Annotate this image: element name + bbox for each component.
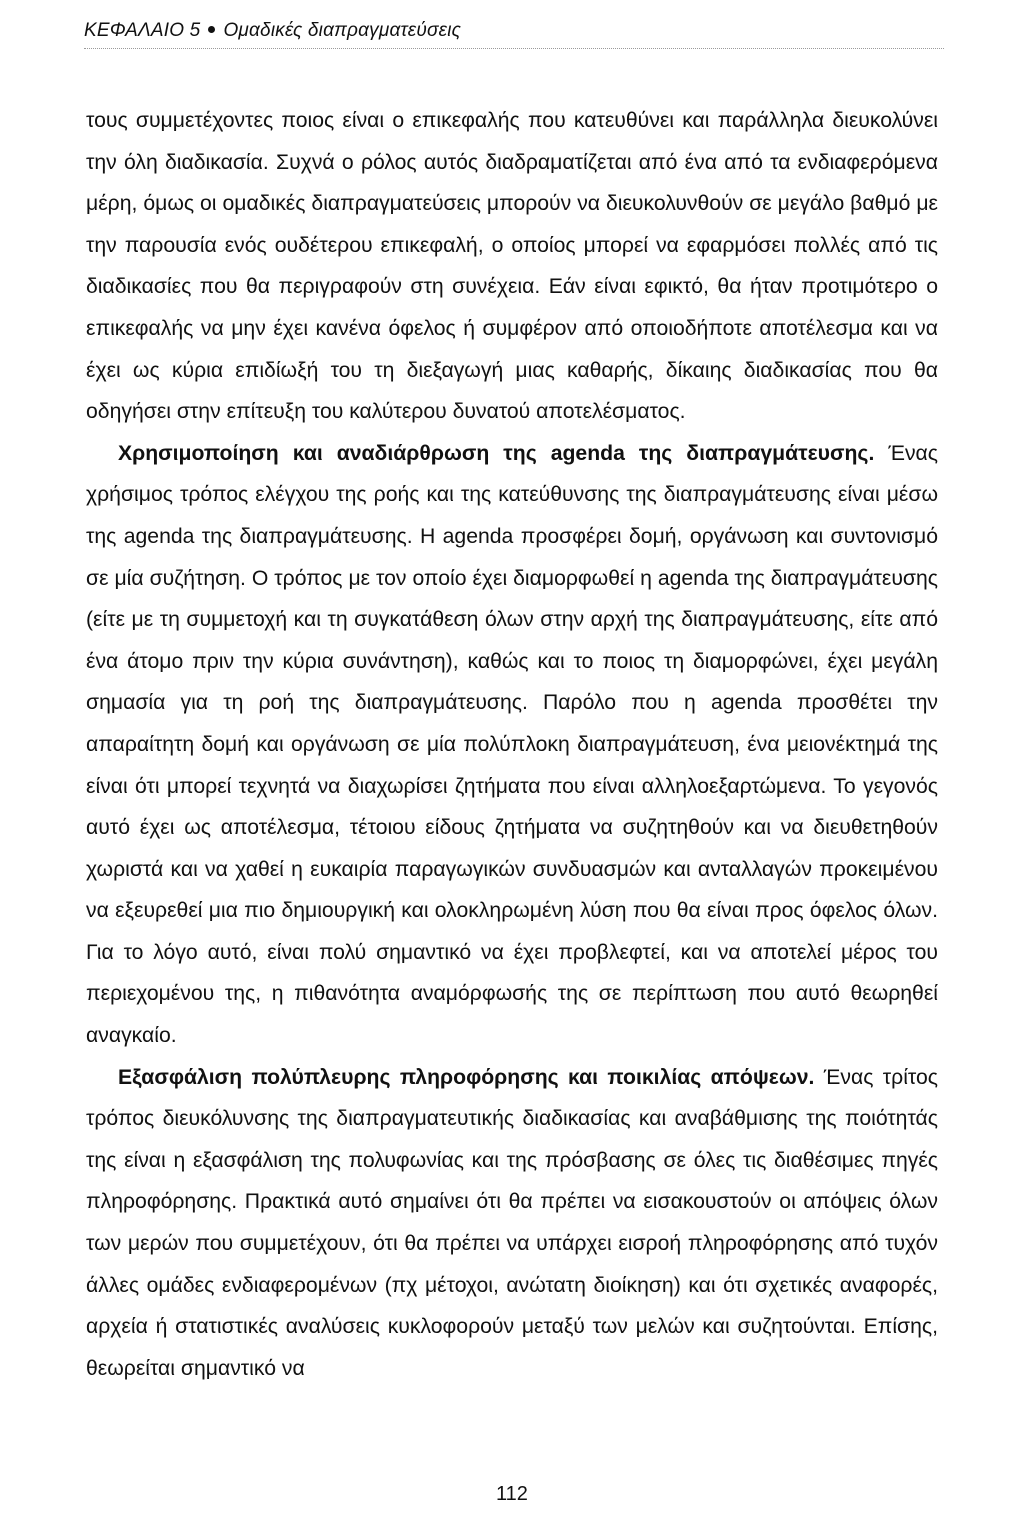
section-heading-information: Εξασφάλιση πολύπλευρης πληροφόρησης και ποικιλίας απόψεων. (118, 1065, 815, 1089)
section-heading-agenda: Χρησιμοποίηση και αναδιάρθρωση της agenda της διαπραγμάτευσης. (118, 441, 875, 465)
paragraph-agenda (86, 433, 938, 1057)
paragraph-information (86, 1057, 938, 1390)
page-body (86, 100, 938, 1389)
paragraph-information-text: Ένας τρίτος τρόπος διευκόλυνσης της διαπραγματευτικής διαδικασίας και αναβάθμισης της ποιότητάς της είναι η εξασφάλιση της πολυφωνίας και της πρόσβασης σε όλες τις διαθέσιμες πηγές πληροφόρησης. Πρακτικά αυτό σημαίνει ότι θα πρέπει να εισακουστούν οι απόψεις όλων των μερών που συμμετέχουν, ότι θα πρέπει να υπάρχει εισροή πληροφόρησης από τυχόν άλλες ομάδες ενδιαφερομένων (πχ μέτοχοι, ανώτατη διοίκηση) και ότι σχετικές αναφορές, αρχεία ή στατιστικές αναλύσεις κυκλοφορούν μεταξύ των μελών και συζητούνται. Επίσης, θεωρείται σημαντικό να (86, 1065, 938, 1380)
paragraph-agenda-text: Ένας χρήσιμος τρόπος ελέγχου της ροής και της κατεύθυνσης της διαπραγμάτευσης είναι μέσω της agenda της διαπραγμάτευσης. Η agenda προσφέρει δομή, οργάνωση και συντονισμό σε μία συζήτηση. Ο τρόπος με τον οποίο έχει διαμορφωθεί η agenda της διαπραγμάτευσης (είτε με τη συμμετοχή και τη συγκατάθεση όλων στην αρχή της διαπραγμάτευσης, είτε από ένα άτομο πριν την κύρια συνάντηση), καθώς και το ποιος τη διαμορφώνει, έχει μεγάλη σημασία για τη ροή της διαπραγμάτευσης. Παρόλο που η agenda προσθέτει την απαραίτητη δομή και οργάνωση σε μία πολύπλοκη διαπραγμάτευση, ένα μειονέκτημά της είναι ότι μπορεί τεχνητά να διαχωρίσει ζητήματα που είναι αλληλοεξαρτώμενα. Το γεγονός αυτό έχει ως αποτέλεσμα, τέτοιου είδους ζητήματα να συζητηθούν και να διευθετηθούν χωριστά και να χαθεί η ευκαιρία παραγωγικών συνδυασμών και ανταλλαγών προκειμένου να εξευρεθεί μια πιο δημιουργική και ολοκληρωμένη λύση που θα είναι προς όφελος όλων. Για το λόγο αυτό, είναι πολύ σημαντικό να έχει προβλεφτεί, και να αποτελεί μέρος του περιεχομένου της, η πιθανότητα αναμόρφωσής της σε περίπτωση που αυτό θεωρηθεί αναγκαίο. (86, 441, 939, 1048)
paragraph-continuation: τους συμμετέχοντες ποιος είναι ο επικεφαλής που κατευθύνει και παράλληλα διευκολύνει την όλη διαδικασία. Συχνά ο ρόλος αυτός διαδραματίζεται από ένα από τα ενδιαφερόμενα μέρη, όμως οι ομαδικές διαπραγματεύσεις μπορούν να διευκολυνθούν σε μεγάλο βαθμό με την παρουσία ενός ουδέτερου επικεφαλή, ο οποίος μπορεί να εφαρμόσει πολλές από τις διαδικασίες που θα περιγραφούν στη συνέχεια. Εάν είναι εφικτό, θα ήταν προτιμότερο ο επικεφαλής να μην έχει κανένα όφελος ή συμφέρον από οποιοδήποτε αποτέλεσμα και να έχει ως κύρια επιδίωξή του τη διεξαγωγή μιας καθαρής, δίκαιης διαδικασίας που θα οδηγήσει στην επίτευξη του καλύτερου δυνατού αποτελέσματος. (86, 109, 938, 424)
chapter-title: Ομαδικές διαπραγματεύσεις (223, 20, 462, 41)
running-header (84, 20, 944, 49)
chapter-label: ΚΕΦΑΛΑΙΟ 5 (84, 20, 201, 41)
page-number: 112 (496, 1483, 528, 1505)
bullet-separator (208, 26, 215, 33)
